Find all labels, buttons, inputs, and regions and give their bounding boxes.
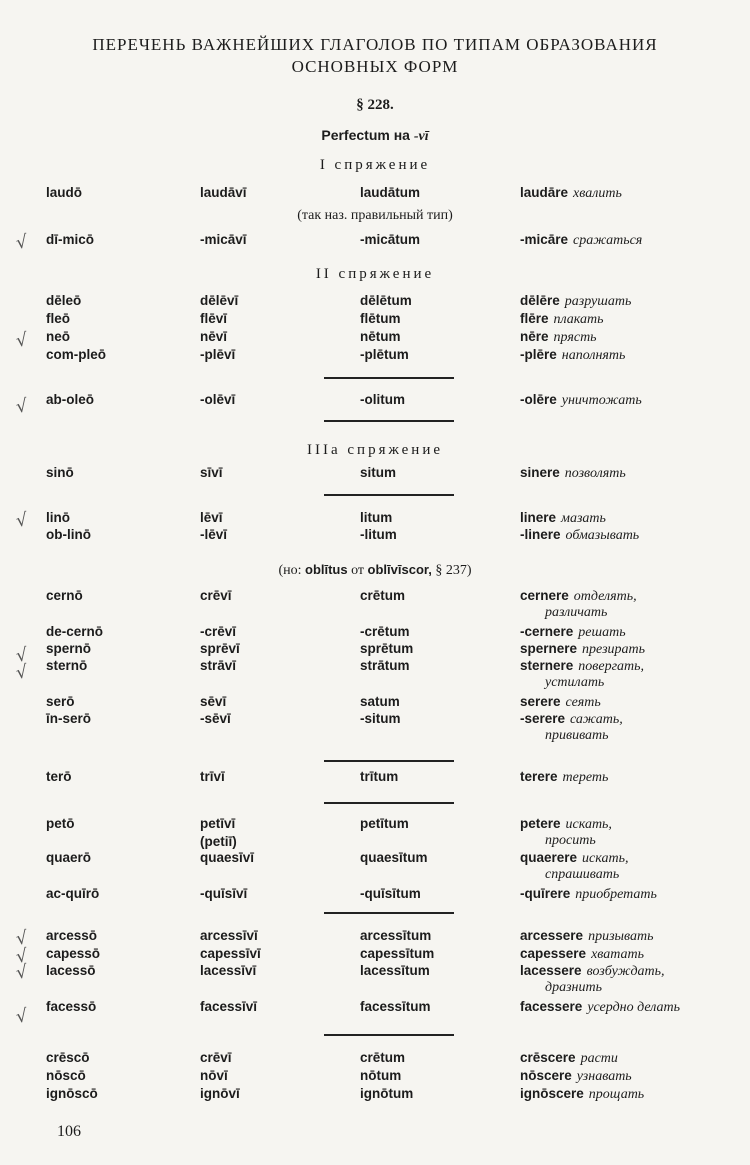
exception-note: (но: oblītus от oblīvīscor, § 237) — [278, 562, 472, 578]
verb-perfect: -lēvī — [200, 527, 228, 542]
verb-row — [0, 885, 750, 903]
verb-translation: приобретать — [575, 887, 657, 902]
verb-translation-continued: прививать — [545, 728, 609, 743]
verb-perfect: -olēvī — [200, 392, 236, 407]
verb-present: dī-micō — [46, 232, 95, 247]
verb-perfect: nēvī — [200, 329, 228, 344]
verb-row — [0, 962, 750, 980]
verb-infinitive: nēre — [520, 329, 549, 344]
verb-row — [0, 998, 750, 1016]
verb-supine: arcessītum — [360, 928, 432, 943]
verb-translation-continued: устилать — [545, 675, 605, 690]
verb-present: fleō — [46, 311, 71, 326]
verb-translation: прощать — [588, 1087, 645, 1102]
verb-infinitive-cell — [520, 391, 642, 410]
verb-perfect: nōvī — [200, 1068, 228, 1083]
verb-translation: презирать — [582, 642, 646, 657]
verb-translation: искать, — [582, 851, 629, 866]
verb-infinitive: dēlēre — [520, 293, 560, 308]
verb-infinitive: -plēre — [520, 347, 557, 362]
verb-infinitive: linere — [520, 510, 557, 525]
pencil-check-mark: √ — [14, 661, 29, 684]
verb-row — [0, 464, 750, 482]
verb-translation: усердно делать — [587, 1000, 680, 1015]
verb-present: lacessō — [46, 963, 96, 978]
verb-infinitive-cell — [520, 328, 597, 347]
verb-infinitive: crēscere — [520, 1050, 576, 1065]
verb-perfect: -crēvī — [200, 624, 237, 639]
verb-infinitive-cell — [520, 927, 653, 946]
verb-translation: разрушать — [564, 294, 632, 309]
verb-present: sinō — [46, 465, 74, 480]
verb-row — [0, 1049, 750, 1067]
verb-infinitive: -linere — [520, 527, 561, 542]
verb-present: cernō — [46, 588, 83, 603]
verb-row — [0, 587, 750, 605]
divider — [324, 912, 454, 914]
verb-row — [0, 1067, 750, 1085]
verb-present: nōscō — [46, 1068, 86, 1083]
verb-perfect: dēlēvī — [200, 293, 239, 308]
verb-row — [0, 927, 750, 945]
verb-translation: искать, — [565, 817, 612, 832]
verb-translation: наполнять — [561, 348, 626, 363]
verb-translation: хватать — [591, 947, 645, 962]
verb-row — [0, 310, 750, 328]
verb-infinitive-cell — [520, 1049, 618, 1068]
verb-perfect: lacessīvī — [200, 963, 257, 978]
verb-infinitive: -micāre — [520, 232, 569, 247]
verb-supine: -micātum — [360, 232, 421, 247]
verb-row — [0, 815, 750, 833]
verb-present: crēscō — [46, 1050, 90, 1065]
verb-perfect: crēvī — [200, 588, 232, 603]
conjugation-heading-2: II спряжение — [315, 266, 435, 282]
verb-row — [0, 657, 750, 675]
verb-supine: -litum — [360, 527, 397, 542]
verb-perfect: sīvī — [200, 465, 223, 480]
verb-infinitive: spernere — [520, 641, 578, 656]
verb-infinitive: -cernere — [520, 624, 574, 639]
conjugation-heading-1: I спряжение — [319, 157, 431, 173]
verb-perfect: strāvī — [200, 658, 237, 673]
verb-supine: sprētum — [360, 641, 414, 656]
conjugation-heading-3a: IIIa спряжение — [306, 442, 443, 458]
verb-supine: strātum — [360, 658, 410, 673]
verb-translation: сеять — [565, 695, 601, 710]
verb-present: spernō — [46, 641, 92, 656]
verb-present: dēleō — [46, 293, 82, 308]
verb-supine: petītum — [360, 816, 409, 831]
verb-perfect: capessīvī — [200, 946, 261, 961]
pencil-check-mark: √ — [14, 231, 29, 254]
verb-infinitive: sternere — [520, 658, 574, 673]
verb-infinitive: petere — [520, 816, 561, 831]
pencil-check-mark: √ — [14, 395, 29, 418]
verb-infinitive-cell — [520, 1085, 644, 1104]
verb-translation-continued: различать — [545, 605, 608, 620]
verb-translation-continued: дразнить — [545, 980, 602, 995]
verb-infinitive: laudāre — [520, 185, 569, 200]
verb-supine: -quīsītum — [360, 886, 421, 901]
verb-row — [0, 623, 750, 641]
pencil-check-mark: √ — [14, 1005, 29, 1028]
pencil-check-mark: √ — [14, 644, 29, 667]
verb-infinitive-cell — [520, 1067, 632, 1086]
pencil-check-mark: √ — [14, 961, 29, 984]
verb-row — [0, 693, 750, 711]
regular-type-note: (так наз. правильный тип) — [297, 208, 453, 223]
verb-perfect: petīvī — [200, 816, 236, 831]
verb-infinitive-cell — [520, 464, 626, 483]
verb-infinitive: nōscere — [520, 1068, 572, 1083]
verb-translation: узнавать — [576, 1069, 632, 1084]
verb-row — [0, 292, 750, 310]
verb-infinitive: -olēre — [520, 392, 557, 407]
pencil-check-mark: √ — [14, 509, 29, 532]
paragraph-number: § 228. — [356, 97, 394, 113]
verb-infinitive: facessere — [520, 999, 583, 1014]
verb-translation: прясть — [553, 330, 597, 345]
verb-supine: nētum — [360, 329, 401, 344]
verb-present: terō — [46, 769, 72, 784]
verb-perfect: laudāvī — [200, 185, 247, 200]
verb-perfect: -quīsīvī — [200, 886, 248, 901]
verb-row — [0, 710, 750, 728]
verb-perfect: sēvī — [200, 694, 227, 709]
verb-perfect: arcessīvī — [200, 928, 258, 943]
verb-row — [0, 1085, 750, 1103]
divider — [324, 760, 454, 762]
verb-infinitive: -serere — [520, 711, 566, 726]
verb-row — [0, 768, 750, 786]
verb-row — [0, 526, 750, 544]
verb-infinitive-cell — [520, 292, 631, 311]
verb-infinitive: cernere — [520, 588, 569, 603]
verb-perfect: crēvī — [200, 1050, 232, 1065]
verb-perfect: (petiī) — [200, 834, 237, 849]
verb-present: neō — [46, 329, 71, 344]
verb-present: serō — [46, 694, 75, 709]
verb-present: ac-quīrō — [46, 886, 100, 901]
pencil-check-mark: √ — [14, 927, 29, 950]
verb-perfect: -micāvī — [200, 232, 247, 247]
verb-translation: отделять, — [573, 589, 637, 604]
pencil-check-mark: √ — [14, 329, 29, 352]
verb-translation: хвалить — [573, 186, 622, 201]
verb-present: quaerō — [46, 850, 92, 865]
verb-translation: сажать, — [570, 712, 623, 727]
verb-translation: возбуждать, — [586, 964, 665, 979]
verb-row — [0, 391, 750, 409]
verb-translation: обмазывать — [565, 528, 640, 543]
verb-translation: уничтожать — [561, 393, 642, 408]
verb-translation-continued: просить — [545, 833, 596, 848]
verb-supine: -plētum — [360, 347, 409, 362]
verb-supine: satum — [360, 694, 400, 709]
verb-translation: расти — [580, 1051, 618, 1066]
verb-supine: dēlētum — [360, 293, 412, 308]
verb-infinitive-cell — [520, 310, 604, 329]
verb-present: laudō — [46, 185, 82, 200]
verb-perfect: -sēvī — [200, 711, 231, 726]
verb-infinitive-cell — [520, 346, 625, 365]
verb-translation: мазать — [561, 511, 606, 526]
verb-present: arcessō — [46, 928, 98, 943]
verb-infinitive: -quīrere — [520, 886, 571, 901]
perfectum-heading: Perfectum на -vī — [321, 127, 429, 144]
verb-row — [0, 945, 750, 963]
verb-translation: решать — [578, 625, 626, 640]
verb-row — [0, 231, 750, 249]
verb-perfect: -plēvī — [200, 347, 236, 362]
verb-supine: crētum — [360, 1050, 406, 1065]
verb-row — [0, 509, 750, 527]
verb-translation: сражаться — [573, 233, 643, 248]
divider — [324, 1034, 454, 1036]
verb-perfect: flēvī — [200, 311, 228, 326]
page-number: 106 — [57, 1123, 81, 1140]
verb-row — [0, 184, 750, 202]
verb-translation: позволять — [564, 466, 626, 481]
verb-infinitive: ignōscere — [520, 1086, 584, 1101]
verb-supine: laudātum — [360, 185, 421, 200]
verb-row — [0, 849, 750, 867]
verb-supine: trītum — [360, 769, 399, 784]
verb-supine: litum — [360, 510, 393, 525]
verb-supine: quaesītum — [360, 850, 428, 865]
verb-infinitive: serere — [520, 694, 561, 709]
verb-present: īn-serō — [46, 711, 92, 726]
verb-supine: -olitum — [360, 392, 405, 407]
verb-infinitive-cell — [520, 231, 642, 250]
verb-supine: lacessītum — [360, 963, 430, 978]
verb-translation: призывать — [588, 929, 654, 944]
verb-perfect: quaesīvī — [200, 850, 255, 865]
verb-present: sternō — [46, 658, 88, 673]
verb-translation: повергать, — [578, 659, 645, 674]
verb-present: facessō — [46, 999, 97, 1014]
verb-row — [0, 328, 750, 346]
verb-infinitive: quaerere — [520, 850, 578, 865]
verb-perfect: ignōvī — [200, 1086, 240, 1101]
verb-infinitive-cell — [520, 184, 622, 203]
verb-supine: capessītum — [360, 946, 435, 961]
verb-present: de-cernō — [46, 624, 104, 639]
verb-infinitive: capessere — [520, 946, 587, 961]
verb-perfect: trīvī — [200, 769, 225, 784]
verb-present: com-pleō — [46, 347, 107, 362]
verb-infinitive-cell — [520, 998, 680, 1017]
verb-present: ob-linō — [46, 527, 91, 542]
verb-infinitive: lacessere — [520, 963, 582, 978]
verb-perfect: facessīvī — [200, 999, 258, 1014]
verb-translation: плакать — [553, 312, 604, 327]
verb-infinitive: terere — [520, 769, 558, 784]
verb-translation: тереть — [562, 770, 609, 785]
verb-supine: -situm — [360, 711, 401, 726]
verb-supine: ignōtum — [360, 1086, 414, 1101]
divider — [324, 494, 454, 496]
verb-present: capessō — [46, 946, 101, 961]
divider — [324, 420, 454, 422]
verb-supine: nōtum — [360, 1068, 402, 1083]
verb-perfect: lēvī — [200, 510, 223, 525]
page-title-line2: ОСНОВНЫХ ФОРМ — [291, 57, 459, 76]
verb-present: linō — [46, 510, 70, 525]
divider — [324, 377, 454, 379]
divider — [324, 802, 454, 804]
verb-infinitive-cell — [520, 885, 657, 904]
verb-row — [0, 640, 750, 658]
page-title: ПЕРЕЧЕНЬ ВАЖНЕЙШИХ ГЛАГОЛОВ ПО ТИПАМ ОБРАЗОВАНИЯ — [92, 35, 658, 54]
verb-infinitive: arcessere — [520, 928, 584, 943]
verb-supine: crētum — [360, 588, 406, 603]
verb-supine: -crētum — [360, 624, 410, 639]
verb-infinitive-cell — [520, 526, 639, 545]
verb-row — [0, 346, 750, 364]
verb-infinitive: flēre — [520, 311, 549, 326]
verb-translation-continued: спрашивать — [545, 867, 620, 882]
verb-infinitive-cell — [520, 768, 608, 787]
pencil-check-mark: √ — [14, 945, 29, 968]
verb-infinitive: sinere — [520, 465, 560, 480]
verb-present: ignōscō — [46, 1086, 98, 1101]
verb-present: petō — [46, 816, 75, 831]
verb-supine: situm — [360, 465, 397, 480]
verb-supine: flētum — [360, 311, 401, 326]
verb-supine: facessītum — [360, 999, 431, 1014]
verb-perfect: sprēvī — [200, 641, 240, 656]
verb-present: ab-oleō — [46, 392, 95, 407]
